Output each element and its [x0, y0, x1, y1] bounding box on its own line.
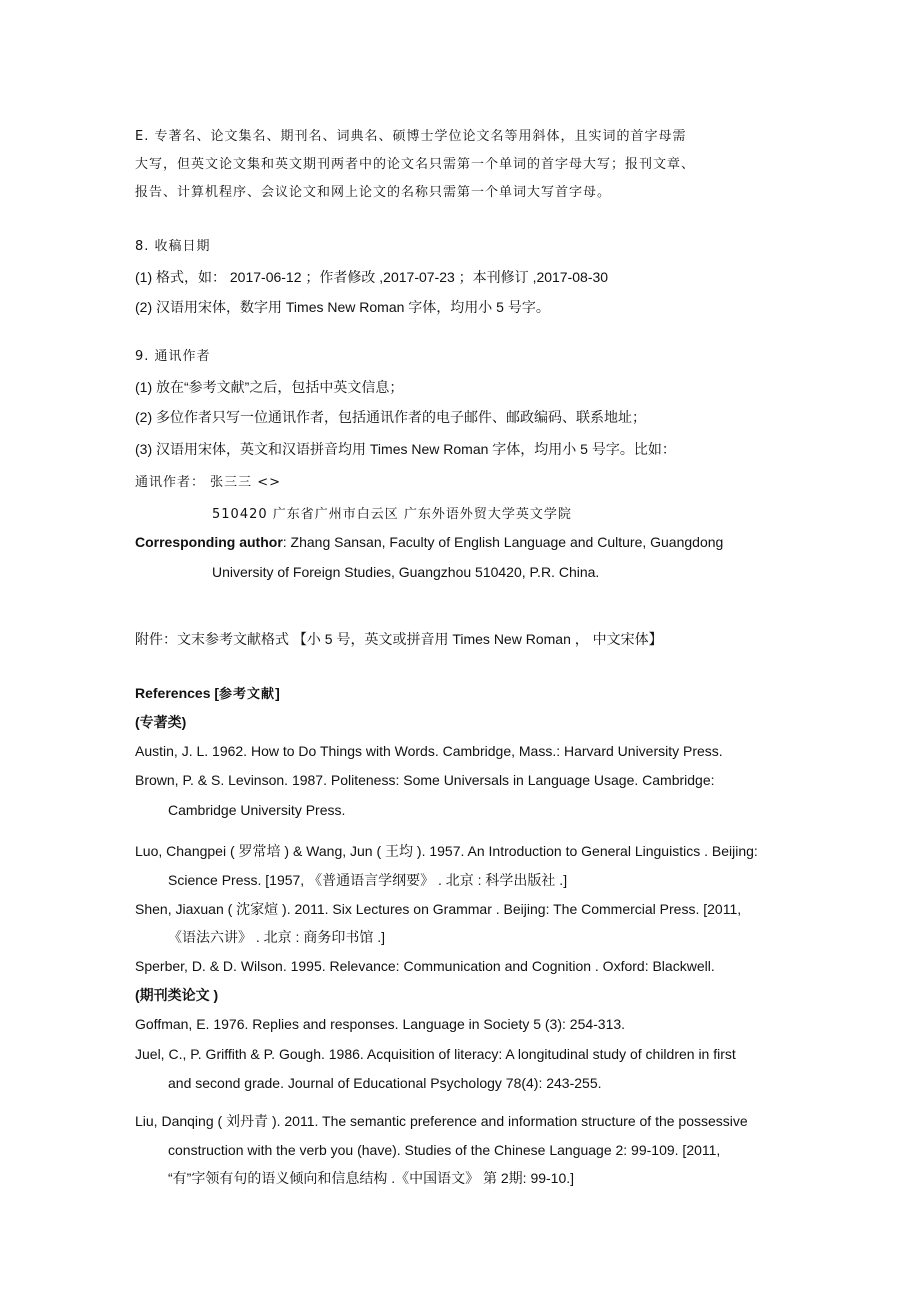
references-heading-close: ]	[275, 685, 280, 701]
section-9-item-1: (1) 放在“参考文献”之后，包括中英文信息；	[135, 379, 404, 395]
section-9-item-3: (3) 汉语用宋体，英文和汉语拼音均用 Times New Roman 字体，均用小 5 号字。比如：	[135, 441, 676, 457]
reference-entry: Luo, Changpei ( 罗常培 ) & Wang, Jun ( 王均 ). 1957. An Introduction to General Linguistics . Beijing:	[135, 843, 758, 859]
appendix-note: 附件：文末参考文献格式 【小 5 号，英文或拼音用 Times New Roman ， 中文宋体】	[135, 631, 663, 647]
section-e-line-2: 大写，但英文论文集和英文期刊两者中的论文名只需第一个单词的首字母大写；报刊文章、	[135, 157, 696, 172]
reference-entry-continuation: and second grade. Journal of Educational Psychology 78(4): 243-255.	[168, 1075, 602, 1091]
reference-entry-continuation: Cambridge University Press.	[168, 802, 346, 818]
reference-entry-continuation: “有”字领有句的语义倾向和信息结构 .《中国语文》 第 2期: 99-10.]	[168, 1170, 575, 1186]
reference-entry-continuation: Science Press. [1957, 《普通语言学纲要》 . 北京 : 科学出版社 .]	[168, 872, 568, 888]
reference-entry-continuation: 《语法六讲》 . 北京 : 商务印书馆 .]	[168, 929, 386, 945]
reference-entry: Liu, Danqing ( 刘丹青 ). 2011. The semantic preference and information structure of the possessive	[135, 1113, 748, 1129]
example-cn-line-2: 510420 广东省广州市白云区 广东外语外贸大学英文学院	[212, 507, 572, 522]
section-e-line-3: 报告、计算机程序、会议论文和网上论文的名称只需第一个单词大写首字母。	[135, 185, 612, 200]
reference-entry: Austin, J. L. 1962. How to Do Things with Words. Cambridge, Mass.: Harvard University Press.	[135, 743, 723, 759]
reference-entry: Juel, C., P. Griffith & P. Gough. 1986. Acquisition of literacy: A longitudinal study of children in first	[135, 1046, 736, 1062]
reference-entry: Sperber, D. & D. Wilson. 1995. Relevance: Communication and Cognition . Oxford: Blackwell.	[135, 958, 715, 974]
books-heading: (专著类)	[135, 714, 187, 730]
reference-entry-continuation: construction with the verb you (have). Studies of the Chinese Language 2: 99-109. [2011,	[168, 1142, 721, 1158]
articles-heading: (期刊类论文 )	[135, 987, 219, 1003]
reference-entry: Shen, Jiaxuan ( 沈家煊 ). 2011. Six Lectures on Grammar . Beijing: The Commercial Press. [2011,	[135, 901, 742, 917]
example-en-line-2: University of Foreign Studies, Guangzhou 510420, P.R. China.	[212, 564, 600, 580]
section-8-heading: 8. 收稿日期	[135, 239, 211, 254]
reference-entry: Goffman, E. 1976. Replies and responses. Language in Society 5 (3): 254-313.	[135, 1016, 626, 1032]
section-8-item-2: (2) 汉语用宋体，数字用 Times New Roman 字体，均用小 5 号字。	[135, 299, 550, 315]
references-heading-cn: 参考文献	[219, 687, 276, 702]
section-8-item-1: (1) 格式，如： 2017-06-12 ；作者修改 ,2017-07-23 ；本刊修订 ,2017-08-30	[135, 269, 609, 285]
example-en-line-1	[135, 532, 723, 552]
corresponding-author-label: Corresponding author	[135, 534, 283, 550]
reference-entry: Brown, P. & S. Levinson. 1987. Politeness: Some Universals in Language Usage. Cambridge:	[135, 772, 715, 788]
corresponding-author-text: : Zhang Sansan, Faculty of English Language and Culture, Guangdong	[282, 534, 724, 550]
section-e-line-1: E. 专著名、论文集名、期刊名、词典名、硕博士学位论文名等用斜体，且实词的首字母需	[135, 129, 687, 144]
references-heading-en: References [	[135, 685, 220, 701]
section-9-heading: 9. 通讯作者	[135, 349, 211, 364]
example-cn-line-1: 通讯作者： 张三三 <>	[135, 475, 282, 490]
references-heading	[135, 683, 280, 705]
section-9-item-2: (2) 多位作者只写一位通讯作者，包括通讯作者的电子邮件、邮政编码、联系地址；	[135, 409, 646, 425]
